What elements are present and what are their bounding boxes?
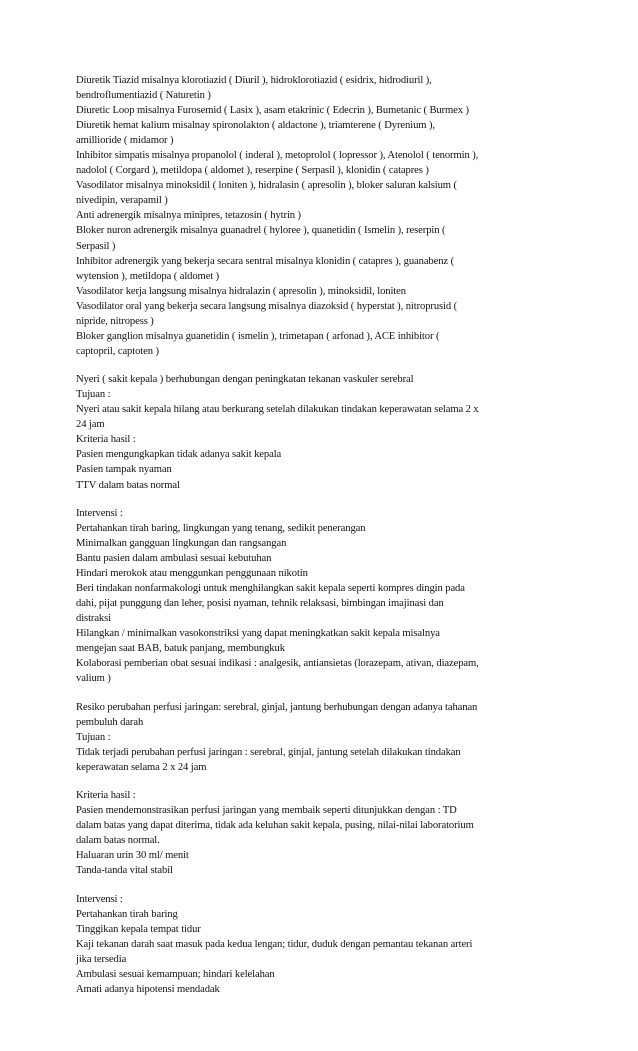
- text-line: keperawatan selama 2 x 24 jam: [76, 761, 207, 773]
- text-line: Haluaran urin 30 ml/ menit: [76, 850, 189, 862]
- text-line: Ambulasi sesuai kemampuan; hindari kelelahan: [76, 969, 275, 981]
- text-line: pembuluh darah: [76, 716, 144, 728]
- text-line: jika tersedia: [76, 954, 127, 966]
- text-line: Vasodilator oral yang bekerja secara langsung misalnya diazoksid ( hyperstat ), nitroprusid (: [76, 300, 458, 312]
- section-antihypertensive-drugs: [76, 73, 576, 359]
- section-nyeri-diagnosis: [76, 372, 576, 492]
- text-line: Kriteria hasil :: [76, 434, 136, 446]
- section-resiko-perfusi: [76, 700, 576, 775]
- paragraph-gap: [76, 686, 576, 699]
- text-line: Minimalkan gangguan lingkungan dan rangsangan: [76, 537, 287, 549]
- text-line: Tujuan :: [76, 389, 111, 401]
- section-intervensi-perfusi: [76, 892, 576, 997]
- text-line: Pasien tampak nyaman: [76, 464, 172, 476]
- text-line: Inhibitor simpatis misalnya propanolol ( inderal ), metoprolol ( lopressor ), Atenolol ( tenormin ),: [76, 150, 479, 162]
- text-line: Diuretic Loop misalnya Furosemid ( Lasix ), asam etakrinic ( Edecrin ), Bumetanic ( Burmex ): [76, 105, 469, 117]
- text-line: Nyeri ( sakit kepala ) berhubungan dengan peningkatan tekanan vaskuler serebral: [76, 374, 414, 386]
- text-line: Pasien mendemonstrasikan perfusi jaringan yang membaik seperti ditunjukkan dengan : TD: [76, 805, 457, 817]
- text-line: Amati adanya hipotensi mendadak: [76, 984, 220, 996]
- text-line: Pasien mengungkapkan tidak adanya sakit kepala: [76, 449, 282, 461]
- text-line: TTV dalam batas normal: [76, 479, 180, 491]
- text-line: Beri tindakan nonfarmakologi untuk menghilangkan sakit kepala seperti kompres dingin pada: [76, 583, 465, 595]
- text-line: nivedipin, verapamil ): [76, 195, 168, 207]
- document-page: [76, 73, 576, 997]
- text-line: Hindari merokok atau menggunkan penggunaan nikotin: [76, 568, 308, 580]
- text-line: Serpasil ): [76, 240, 116, 252]
- text-line: Tujuan :: [76, 731, 111, 743]
- text-line: Intervensi :: [76, 507, 123, 519]
- text-line: amillioride ( midamor ): [76, 135, 174, 147]
- text-line: nadolol ( Corgard ), metildopa ( aldomet ), reserpine ( Serpasil ), klonidin ( catapres ): [76, 165, 429, 177]
- text-line: Intervensi :: [76, 893, 123, 905]
- text-line: Kaji tekanan darah saat masuk pada kedua lengan; tidur, duduk dengan pemantau tekanan arteri: [76, 938, 473, 950]
- text-line: Diuretik Tiazid misalnya klorotiazid ( Diuril ), hidroklorotiazid ( esidrix, hidrodiuril ),: [76, 75, 432, 86]
- section-kriteria-hasil-perfusi: [76, 788, 576, 878]
- text-line: Vasodilator misalnya minoksidil ( loniten ), hidralasin ( apresolin ), bloker saluran kalsium (: [76, 180, 457, 192]
- text-line: Tanda-tanda vital stabil: [76, 865, 173, 877]
- paragraph-gap: [76, 359, 576, 372]
- text-line: distraksi: [76, 613, 111, 625]
- text-line: bendroflumentiazid ( Naturetin ): [76, 90, 211, 102]
- text-line: Anti adrenergik misalnya minipres, tetazosin ( hytrin ): [76, 210, 301, 222]
- text-line: Bloker nuron adrenergik misalnya guanadrel ( hyloree ), quanetidin ( Ismelin ), reserpin (: [76, 225, 446, 237]
- text-line: mengejan saat BAB, batuk panjang, membungkuk: [76, 643, 285, 655]
- text-line: 24 jam: [76, 419, 105, 431]
- text-line: Tidak terjadi perubahan perfusi jaringan : serebral, ginjal, jantung setelah dilakukan tindakan: [76, 746, 461, 758]
- text-line: dalam batas normal.: [76, 835, 160, 847]
- text-line: Bantu pasien dalam ambulasi sesuai kebutuhan: [76, 553, 272, 564]
- text-line: dahi, pijat punggung dan leher, posisi nyaman, tehnik relaksasi, bimbingan imajinasi dan: [76, 598, 444, 610]
- text-line: Pertahankan tirah baring, lingkungan yang tenang, sedikit penerangan: [76, 522, 366, 534]
- paragraph-gap: [76, 775, 576, 788]
- text-line: Nyeri atau sakit kepala hilang atau berkurang setelah dilakukan tindakan keperawatan selama 2 x: [76, 404, 479, 416]
- text-line: captopril, captoten ): [76, 345, 159, 357]
- text-line: wytension ), metildopa ( aldomet ): [76, 270, 220, 282]
- text-line: Kriteria hasil :: [76, 790, 136, 802]
- paragraph-gap: [76, 493, 576, 506]
- paragraph-gap: [76, 879, 576, 892]
- text-line: Pertahankan tirah baring: [76, 908, 178, 920]
- text-line: Hilangkan / minimalkan vasokonstriksi yang dapat meningkatkan sakit kepala misalnya: [76, 628, 440, 640]
- text-line: Inhibitor adrenergik yang bekerja secara sentral misalnya klonidin ( catapres ), guanabenz (: [76, 255, 455, 267]
- text-line: Tinggikan kepala tempat tidur: [76, 923, 201, 935]
- text-line: Bloker ganglion misalnya guanetidin ( ismelin ), trimetapan ( arfonad ), ACE inhibitor (: [76, 330, 440, 342]
- text-line: Diuretik hemat kalium misalnay spironolakton ( aldactone ), triamterene ( Dyrenium ),: [76, 120, 435, 132]
- text-line: Kolaborasi pemberian obat sesuai indikasi : analgesik, antiansietas (lorazepam, ativan, diazepam,: [76, 658, 479, 670]
- text-line: valium ): [76, 673, 111, 685]
- section-intervensi-nyeri: [76, 506, 576, 687]
- text-line: dalam batas yang dapat diterima, tidak ada keluhan sakit kepala, pusing, nilai-nilai laboratorium: [76, 820, 474, 832]
- text-line: Resiko perubahan perfusi jaringan: serebral, ginjal, jantung berhubungan dengan adanya tahanan: [76, 701, 478, 713]
- text-line: Vasodilator kerja langsung misalnya hidralazin ( apresolin ), minoksidil, loniten: [76, 285, 406, 297]
- text-line: nipride, nitropess ): [76, 315, 154, 327]
